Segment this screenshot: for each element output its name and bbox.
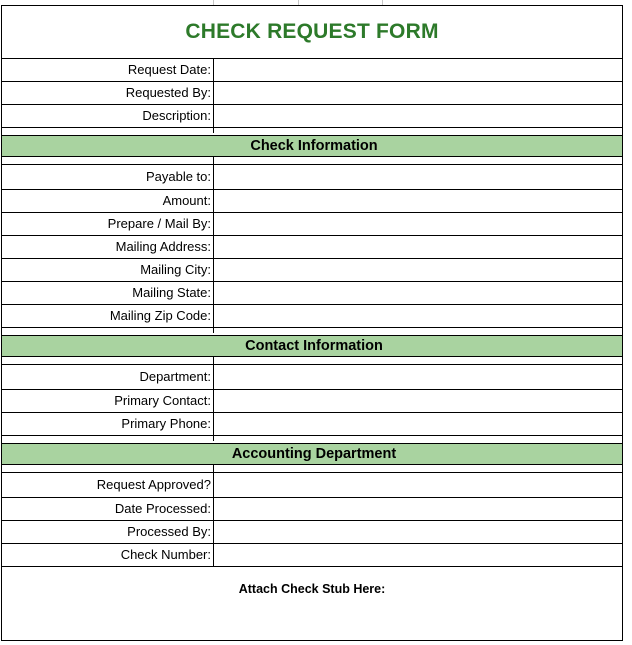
department-field[interactable]: [214, 366, 622, 388]
mailing-state-field[interactable]: [214, 282, 622, 304]
row-divider: [2, 164, 622, 165]
request-date-field[interactable]: [214, 59, 622, 81]
mailing-zip-code-field[interactable]: [214, 305, 622, 327]
accounting-department-heading: Accounting Department: [2, 443, 622, 465]
request-approved-label: Request Approved?: [96, 477, 211, 492]
mailing-address-label: Mailing Address:: [115, 239, 211, 254]
date-processed-label: Date Processed:: [114, 501, 211, 516]
amount-label: Amount:: [162, 193, 211, 208]
row-divider: [2, 566, 622, 567]
request-approved-field[interactable]: [214, 474, 622, 496]
row-divider: [2, 327, 622, 328]
prepare-mail-by-label: Prepare / Mail By:: [107, 216, 211, 231]
mailing-city-label: Mailing City:: [140, 262, 211, 277]
primary-contact-label: Primary Contact:: [114, 393, 211, 408]
row-divider: [2, 435, 622, 436]
form-title: CHECK REQUEST FORM: [185, 19, 439, 43]
row-divider: [2, 127, 622, 128]
primary-phone-label: Primary Phone:: [121, 416, 211, 431]
amount-field[interactable]: [214, 190, 622, 212]
check-information-heading: Check Information: [2, 135, 622, 157]
mailing-zip-code-label: Mailing Zip Code:: [109, 308, 211, 323]
payable-to-label: Payable to:: [145, 169, 211, 184]
check-request-form: [1, 5, 623, 641]
contact-information-heading: Contact Information: [2, 335, 622, 357]
mailing-city-field[interactable]: [214, 259, 622, 281]
mailing-state-label: Mailing State:: [132, 285, 211, 300]
request-date-label: Request Date:: [127, 62, 211, 77]
row-divider: [2, 472, 622, 473]
requested-by-field[interactable]: [214, 82, 622, 104]
requested-by-label: Requested By:: [125, 85, 211, 100]
payable-to-field[interactable]: [214, 166, 622, 188]
primary-phone-field[interactable]: [214, 413, 622, 435]
check-number-field[interactable]: [214, 544, 622, 566]
check-number-label: Check Number:: [120, 547, 211, 562]
primary-contact-field[interactable]: [214, 390, 622, 412]
prepare-mail-by-field[interactable]: [214, 213, 622, 235]
department-label: Department:: [139, 369, 211, 384]
date-processed-field[interactable]: [214, 498, 622, 520]
row-divider: [2, 364, 622, 365]
description-field[interactable]: [214, 105, 622, 127]
processed-by-field[interactable]: [214, 521, 622, 543]
mailing-address-field[interactable]: [214, 236, 622, 258]
description-label: Description:: [142, 108, 211, 123]
attach-check-stub-label: Attach Check Stub Here:: [238, 582, 386, 596]
processed-by-label: Processed By:: [127, 524, 211, 539]
